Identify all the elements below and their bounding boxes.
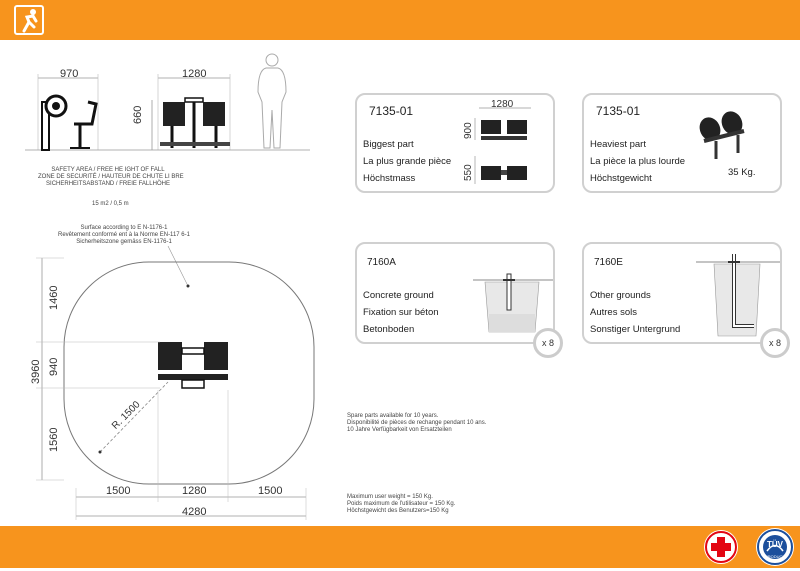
concrete-anchor-drawing xyxy=(473,266,553,338)
max-weight-de: Höchstgewicht des Benutzers=150 Kg xyxy=(347,508,449,514)
tuv-label: TÜV xyxy=(767,540,783,549)
safety-line-fr: ZONE DE SECURITÉ / HAUTEUR DE CHUTE LI BRE xyxy=(38,174,184,180)
dim-height: 660 xyxy=(132,105,144,124)
card-code: 7160E xyxy=(594,257,623,268)
radius-label: R. 1500 xyxy=(110,399,143,432)
card-line-fr: Autres sols xyxy=(590,307,637,318)
card-line-en: Concrete ground xyxy=(363,290,434,301)
card-code: 7135-01 xyxy=(369,104,414,118)
ground-anchor-drawing xyxy=(696,250,780,342)
dim-width-front: 1280 xyxy=(182,68,207,80)
card-line-en: Other grounds xyxy=(590,290,651,301)
safety-line-en: SAFETY AREA / FREE HE IGHT OF FALL xyxy=(51,167,165,173)
tuv-logo xyxy=(756,528,794,566)
max-weight-en: Maximum user weight = 150 Kg. xyxy=(347,494,433,500)
dim-bottom-right: 1500 xyxy=(258,485,283,497)
card-line-en: Biggest part xyxy=(363,139,414,150)
dim-left-mid: 940 xyxy=(48,357,60,376)
max-weight-fr: Poids maximum de l'utilisateur = 150 Kg. xyxy=(347,501,456,507)
card-line-en: Heaviest part xyxy=(590,139,646,150)
plan-drawing xyxy=(0,240,340,525)
card-code: 7135-01 xyxy=(596,104,641,118)
red-cross-icon xyxy=(704,530,738,564)
surface-line-fr: Revêtement conformé ent à la Norme EN-117 6-1 xyxy=(58,232,190,238)
card-other-grounds xyxy=(582,242,782,348)
heaviest-weight: 35 Kg. xyxy=(728,167,756,178)
dim-bottom-left: 1500 xyxy=(106,485,131,497)
card-line-de: Höchstmass xyxy=(363,173,416,184)
surface-line-de: Sicherheitszone gemäss EN-1176-1 xyxy=(76,239,172,245)
card-biggest-part xyxy=(355,93,555,193)
card-concrete-ground xyxy=(355,242,555,348)
card-line-fr: La plus grande pièce xyxy=(363,156,452,167)
dim-left-top: 1460 xyxy=(48,285,60,310)
red-cross-logo xyxy=(704,530,738,564)
max-weight-note xyxy=(347,494,455,515)
biggest-dim-h1: 900 xyxy=(463,122,474,139)
card-heaviest-part xyxy=(582,93,782,193)
surface-line-en: Surface according to E N-1176-1 xyxy=(80,225,168,231)
card-line-de: Betonboden xyxy=(363,324,415,335)
biggest-dim-h2: 550 xyxy=(463,164,474,181)
tuv-sub: PRODUCT xyxy=(765,554,785,559)
quantity-badge: x 8 xyxy=(533,328,563,358)
footer-bar xyxy=(0,526,800,568)
spare-parts-en: Spare parts available for 10 years. xyxy=(347,413,439,419)
spare-parts-fr: Disponibilité de pièces de rechange pendant 10 ans. xyxy=(347,420,487,426)
heaviest-part-drawing xyxy=(694,101,754,163)
dim-bottom-mid: 1280 xyxy=(182,485,207,497)
elevation-drawing xyxy=(0,40,340,170)
safety-area-label xyxy=(38,167,184,188)
dim-width-side: 970 xyxy=(60,68,79,80)
dim-left-bottom: 1560 xyxy=(48,427,60,452)
biggest-dim-w: 1280 xyxy=(491,99,514,110)
spare-parts-de: 10 Jahre Verfügbarkeit von Ersatzteilen xyxy=(347,427,452,433)
spare-parts-note xyxy=(347,413,486,434)
dim-total-height: 3960 xyxy=(30,359,42,384)
quantity-badge: x 8 xyxy=(760,328,790,358)
header-bar xyxy=(0,0,800,40)
person-running-logo-icon xyxy=(14,5,44,35)
safety-area-value: 15 m2 / 0,5 m xyxy=(92,201,129,207)
card-line-de: Höchstgewicht xyxy=(590,173,652,184)
person-silhouette xyxy=(258,54,286,148)
card-line-de: Sonstiger Untergrund xyxy=(590,324,681,335)
card-code: 7160A xyxy=(367,257,396,268)
dim-total-width: 4280 xyxy=(182,506,207,518)
card-line-fr: Fixation sur béton xyxy=(363,307,439,318)
card-line-fr: La pièce la plus lourde xyxy=(590,156,686,167)
safety-line-de: SICHERHEITSABSTAND / FREIE FALLHÖHE xyxy=(46,181,170,187)
